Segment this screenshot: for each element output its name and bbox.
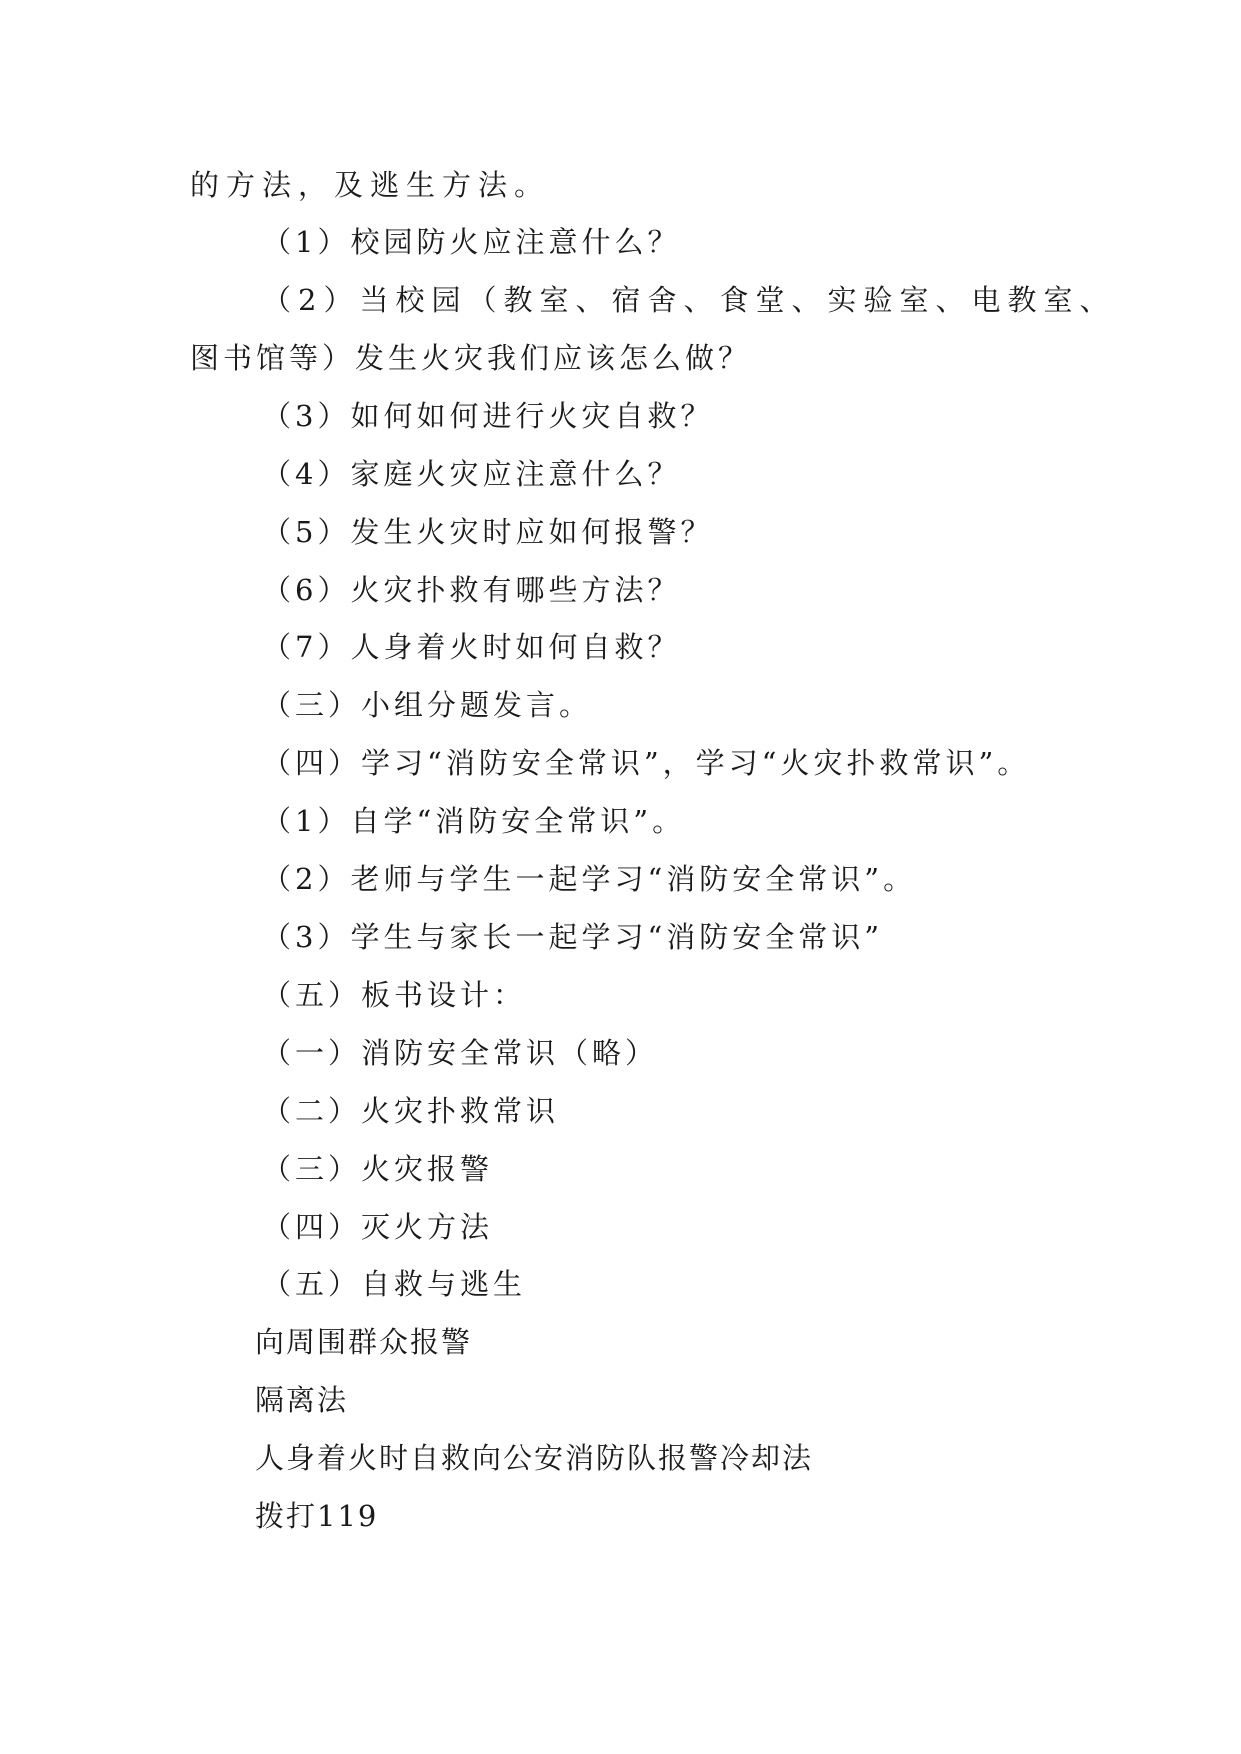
text-line: 隔离法 xyxy=(255,1383,349,1417)
text-line: （7）人身着火时如何自救？ xyxy=(262,630,681,664)
section-heading: （五）板书设计： xyxy=(262,978,527,1012)
text-line: 向周围群众报警 xyxy=(255,1325,473,1359)
text-line: （2）老师与学生一起学习“消防安全常识”。 xyxy=(262,862,917,896)
text-line: （2）当校园（教室、宿舍、食堂、实验室、电教室、 xyxy=(262,283,1116,317)
text-line: （6）火灾扑救有哪些方法？ xyxy=(262,573,681,607)
section-heading: （四）学习“消防安全常识”，学习“火灾扑救常识”。 xyxy=(262,746,1031,780)
text-line: 拨打119 xyxy=(255,1499,379,1533)
text-line: （二）火灾扑救常识 xyxy=(262,1094,560,1128)
text-line: （5）发生火灾时应如何报警？ xyxy=(262,515,714,549)
text-line: （五）自救与逃生 xyxy=(262,1267,527,1301)
text-line: （4）家庭火灾应注意什么？ xyxy=(262,457,681,491)
section-heading: （三）小组分题发言。 xyxy=(262,688,593,722)
text-line: （1）校园防火应注意什么？ xyxy=(262,225,681,259)
text-line: （四）灭火方法 xyxy=(262,1210,494,1244)
text-line: （一）消防安全常识（略） xyxy=(262,1036,659,1070)
text-line: （三）火灾报警 xyxy=(262,1152,494,1186)
text-line: 图书馆等）发生火灾我们应该怎么做？ xyxy=(190,341,752,375)
text-line: 人身着火时自救向公安消防队报警冷却法 xyxy=(255,1441,814,1475)
text-line: （1）自学“消防安全常识”。 xyxy=(262,804,686,838)
text-line: 的方法，及逃生方法。 xyxy=(190,168,551,202)
text-line: （3）学生与家长一起学习“消防安全常识” xyxy=(262,920,884,954)
text-line: （3）如何如何进行火灾自救？ xyxy=(262,399,714,433)
